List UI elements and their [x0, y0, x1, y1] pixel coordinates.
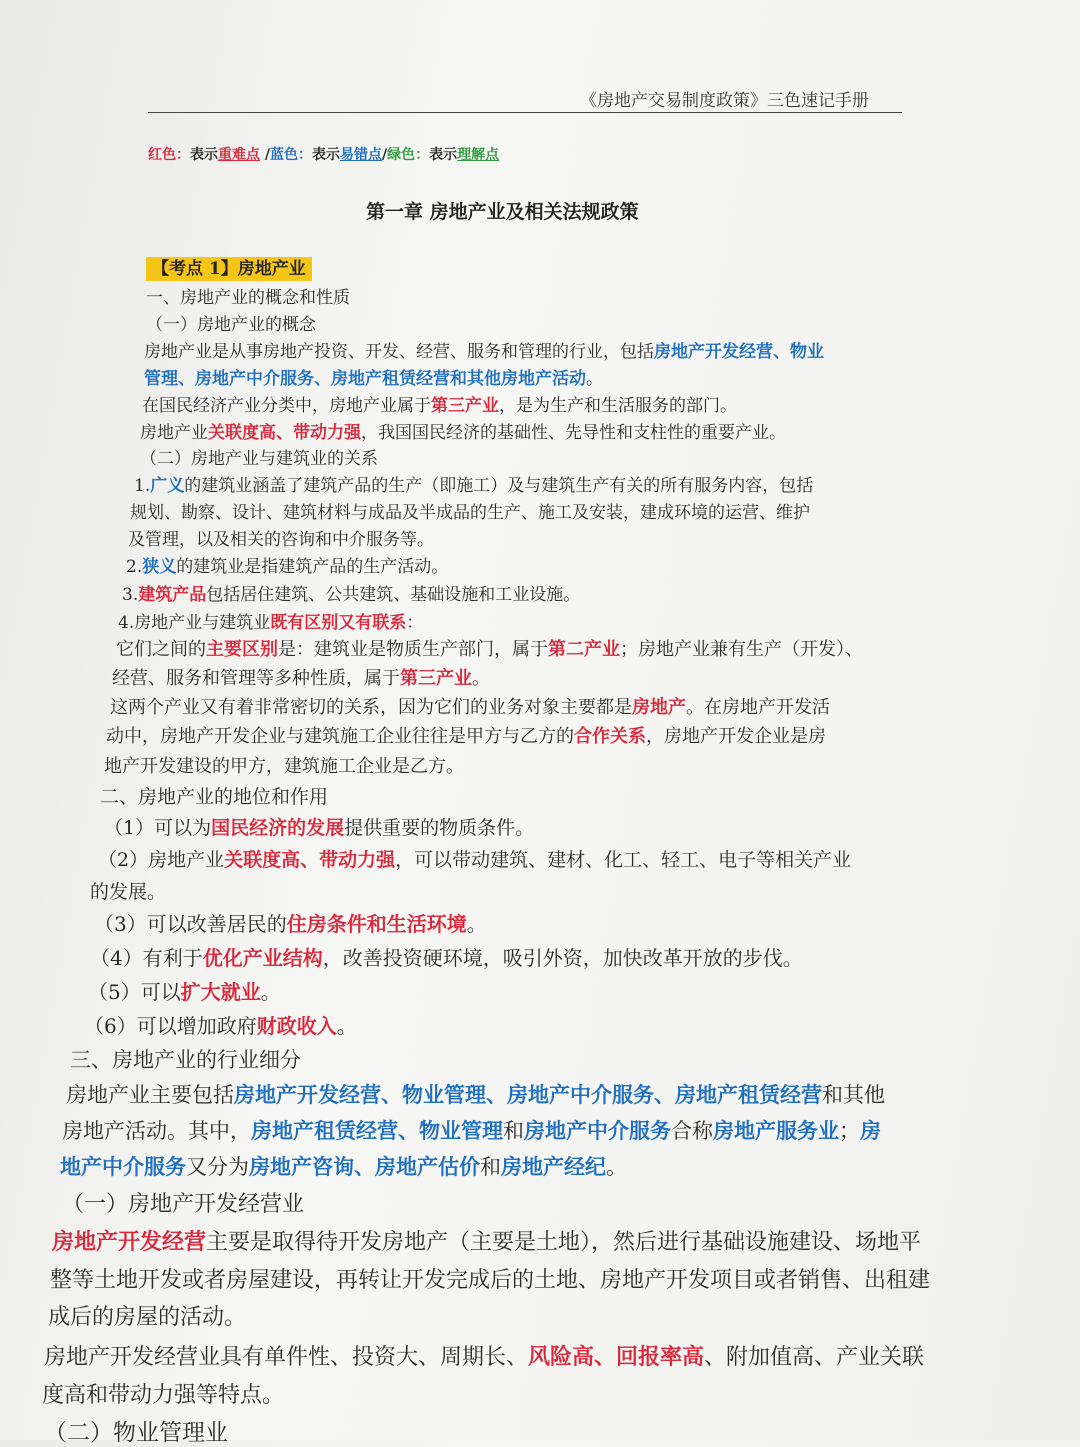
red-term: 房地产 — [632, 697, 686, 718]
blue-term: 房地产租赁经营、物业管理 — [251, 1118, 503, 1143]
paragraph-line: 地产开发建设的甲方，建筑施工企业是乙方。 — [104, 756, 464, 777]
list-item — [90, 942, 803, 971]
blue-term: 房 — [860, 1118, 881, 1143]
text: 房地产业主要包括 — [66, 1083, 234, 1107]
kaodian-tag — [146, 254, 312, 279]
red-term: 优化产业结构 — [202, 946, 323, 970]
legend-sep: / — [260, 147, 270, 163]
text: （6）可以增加政府 — [84, 1014, 257, 1038]
section-1-sub2: （二）房地产业与建筑业的关系 — [140, 449, 378, 469]
legend-green-term: 理解点 — [457, 147, 500, 163]
text: （3）可以改善居民的 — [94, 912, 287, 936]
red-term: 合作关系 — [574, 726, 646, 747]
paragraph-line — [62, 1115, 881, 1145]
text: ，是为生产和生活服务的部门。 — [499, 396, 737, 416]
text: ，我国国民经济的基础性、先导性和支柱性的重要产业。 — [361, 423, 786, 443]
red-term: 房地产开发经营 — [52, 1229, 207, 1255]
list-item-2 — [126, 552, 448, 577]
chapter-title: 第一章 房地产业及相关法规政策 — [366, 201, 639, 223]
text: ；房地产业兼有生产（开发）、 — [620, 639, 863, 660]
list-item-3 — [122, 580, 580, 605]
text: 3. — [122, 585, 139, 605]
paragraph-line: 度高和带动力强等特点。 — [42, 1383, 285, 1408]
red-term: 第三产业 — [400, 668, 472, 689]
list-item — [84, 1010, 357, 1039]
list-item — [104, 813, 534, 840]
text: 房地产业是从事房地产投资、开发、经营、服务和管理的行业，包括 — [144, 342, 654, 362]
text: 房地产活动。其中， — [62, 1119, 251, 1143]
red-term: 财政收入 — [256, 1014, 337, 1038]
red-term: 既有区别又有联系 — [270, 613, 407, 633]
text: 。 — [472, 668, 490, 689]
blue-term: 房地产中介服务 — [524, 1118, 671, 1143]
text: 。在房地产开发活 — [686, 697, 830, 718]
blue-term: 房地产开发经营、物业 — [654, 342, 824, 362]
text: 又分为 — [186, 1155, 249, 1179]
text: （2）房地产业 — [98, 849, 225, 871]
paragraph-line — [60, 1151, 627, 1181]
blue-term: 狭义 — [142, 557, 177, 577]
text: 。 — [466, 912, 487, 936]
text: 和 — [503, 1119, 524, 1143]
red-term: 建筑产品 — [138, 585, 207, 605]
text: 。 — [586, 369, 603, 389]
legend-green-desc: 表示 — [429, 147, 458, 163]
list-item-1-cont: 及管理，以及相关的咨询和中介服务等。 — [128, 530, 434, 550]
paragraph-line — [144, 364, 603, 389]
list-item-1 — [134, 471, 813, 496]
text: 房地产业 — [140, 423, 208, 443]
text: 经营、服务和管理等多种性质，属于 — [112, 668, 400, 689]
list-item — [94, 908, 487, 937]
blue-term: 广义 — [150, 476, 185, 496]
paragraph-line — [116, 635, 863, 661]
legend-blue-desc: 表示 — [312, 147, 340, 163]
red-term: 国民经济的发展 — [211, 817, 345, 839]
legend-blue-term: 易错点 — [340, 147, 382, 163]
legend-red-desc: 表示 — [190, 147, 218, 163]
list-item-1-cont: 规划、勘察、设计、建筑材料与成品及半成品的生产、施工及安装，建成环境的运营、维护 — [130, 503, 810, 523]
header-title: 《房地产交易制度政策》三色速记手册 — [580, 91, 869, 111]
paragraph-line — [140, 418, 786, 443]
red-term: 第二产业 — [548, 639, 620, 660]
header-rule — [148, 112, 902, 113]
section-3-heading: 三、房地产业的行业细分 — [70, 1048, 301, 1072]
text: ，改善投资硬环境，吸引外资，加快改革开放的步伐。 — [322, 946, 803, 970]
text: （4）有利于 — [90, 946, 203, 970]
text: 是：建筑业是物质生产部门，属于 — [278, 639, 548, 660]
section-2-heading: 二、房地产业的地位和作用 — [100, 786, 329, 808]
text: 、附加值高、产业关联 — [704, 1345, 925, 1370]
text: 和其他 — [822, 1083, 885, 1107]
paragraph-line — [142, 391, 737, 416]
text: 包括居住建筑、公共建筑、基础设施和工业设施。 — [206, 585, 581, 605]
red-term: 关联度高、带动力强 — [208, 423, 361, 443]
text: 的建筑业是指建筑产品的生产活动。 — [176, 557, 449, 577]
color-legend — [148, 144, 499, 164]
list-item-4 — [118, 608, 423, 633]
paragraph-line — [110, 693, 830, 719]
legend-blue-label: 蓝色： — [270, 147, 312, 163]
blue-term: 管理、房地产中介服务、房地产租赁经营和其他房地产活动 — [144, 369, 586, 389]
text: 合称 — [671, 1119, 713, 1143]
paragraph-line — [44, 1340, 924, 1371]
text: 。 — [336, 1014, 357, 1038]
legend-red-term: 重难点 — [218, 147, 260, 163]
blue-term: 地产中介服务 — [60, 1154, 186, 1179]
text: 。 — [260, 980, 281, 1004]
paragraph-line — [112, 664, 490, 690]
text: 1. — [134, 476, 151, 496]
section-1-sub1: （一）房地产业的概念 — [146, 315, 316, 335]
paragraph-line: 成后的房屋的活动。 — [48, 1305, 247, 1330]
text: 房地产开发经营业具有单件性、投资大、周期长、 — [44, 1345, 529, 1370]
section-3-sub2: （二）物业管理业 — [44, 1420, 228, 1446]
list-item — [98, 845, 851, 872]
red-term: 扩大就业 — [180, 980, 261, 1004]
text: 提供重要的物质条件。 — [344, 817, 535, 839]
text: 2. — [126, 557, 143, 577]
red-term: 主要区别 — [206, 639, 278, 660]
red-term: 住房条件和生活环境 — [286, 912, 467, 936]
blue-term: 房地产开发经营、物业管理、房地产中介服务、房地产租赁经营 — [234, 1082, 822, 1107]
legend-sep: / — [382, 147, 388, 163]
blue-term: 房地产咨询、房地产估价 — [249, 1154, 480, 1179]
legend-red-label: 红色： — [148, 147, 190, 163]
text: ，房地产开发企业是房 — [646, 726, 826, 747]
text: ； — [839, 1119, 860, 1143]
text: ，可以带动建筑、建材、化工、轻工、电子等相关产业 — [395, 849, 852, 871]
text: 主要是取得待开发房地产（主要是土地），然后进行基础设施建设、场地平 — [206, 1230, 922, 1255]
text: 房地产业与建筑业 — [134, 613, 271, 633]
text: （1）可以为 — [104, 817, 212, 839]
text: 和 — [480, 1155, 501, 1179]
text: ： — [406, 613, 424, 633]
red-term: 关联度高、带动力强 — [224, 849, 396, 871]
paragraph-line — [66, 1079, 885, 1109]
text: 这两个产业又有着非常密切的关系，因为它们的业务对象主要都是 — [110, 697, 632, 718]
text: 它们之间的 — [116, 639, 206, 660]
section-1-heading: 一、房地产业的概念和性质 — [146, 288, 350, 308]
section-3-sub1: （一）房地产开发经营业 — [62, 1192, 305, 1217]
text: （5）可以 — [88, 980, 181, 1004]
list-item-cont: 的发展。 — [90, 881, 167, 903]
text: 4. — [118, 613, 135, 633]
red-term: 风险高、回报率高 — [528, 1344, 705, 1370]
paragraph-line — [144, 337, 824, 362]
paragraph-line — [52, 1225, 921, 1256]
red-term: 第三产业 — [431, 396, 499, 416]
text: 动中，房地产开发企业与建筑施工企业往往是甲方与乙方的 — [106, 726, 574, 747]
blue-term: 房地产经纪 — [501, 1154, 606, 1179]
paragraph-line: 整等土地开发或者房屋建设，再转让开发完成后的土地、房地产开发项目或者销售、出租建 — [50, 1268, 931, 1293]
list-item — [88, 976, 281, 1005]
kaodian-label: 【考点 1】房地产业 — [146, 257, 312, 281]
text: 在国民经济产业分类中，房地产业属于 — [142, 396, 431, 416]
paragraph-line — [106, 722, 826, 748]
blue-term: 房地产服务业 — [713, 1118, 839, 1143]
legend-green-label: 绿色： — [387, 147, 430, 163]
text: 。 — [606, 1155, 627, 1179]
text: 的建筑业涵盖了建筑产品的生产（即施工）及与建筑生产有关的所有服务内容，包括 — [184, 476, 814, 496]
